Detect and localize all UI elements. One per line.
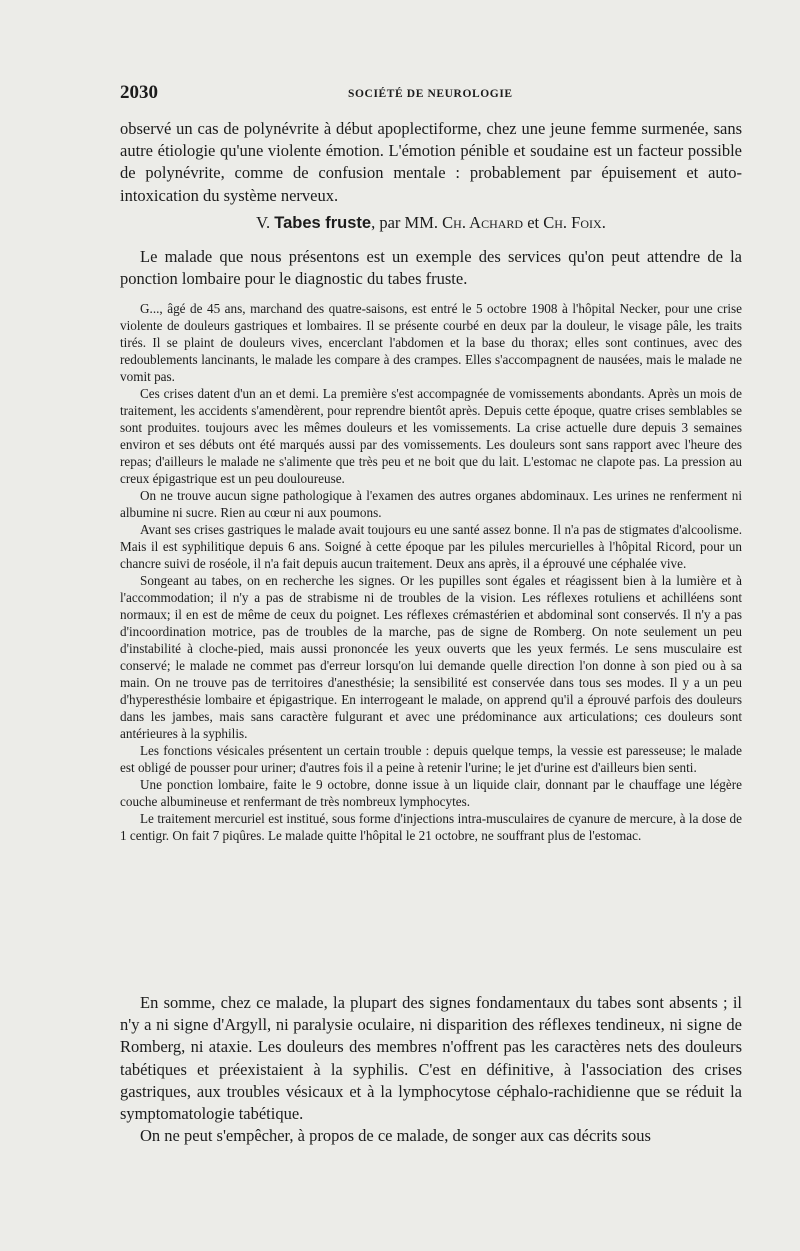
- conclusion-paragraph: En somme, chez ce malade, la plupart des signes fondamentaux du tabes sont absents ; il n'y a ni signe d'Argyll, ni paralysie oculaire, ni disparition des réflexes tendineux, ni signe de Romberg, ni ataxie. Les douleurs des membres n'offrent pas les caractères nets des douleurs tabétiques et préexistaient à la syphilis. C'est en définitive, à l'association des crises gastriques, aux troubles vésicaux et à la lymphocytose céphalo-rachidienne que se réduit la symptomatologie tabétique.: [120, 993, 742, 1124]
- case-report: [120, 300, 742, 844]
- section-number: V.: [256, 213, 271, 232]
- page-number: 2030: [120, 82, 158, 103]
- section-heading: [120, 212, 742, 234]
- case-paragraph: Les fonctions vésicales présentent un certain trouble : depuis quelque temps, la vessie est paresseuse; le malade est obligé de pousser pour uriner; d'autres fois il a peine à retenir l'urine; le jet d'urine est d'ailleurs bien senti.: [120, 743, 742, 775]
- case-paragraph: Songeant au tabes, on en recherche les signes. Or les pupilles sont égales et réagissent bien à la lumière et à l'accommodation; il n'y a pas de strabisme ni de troubles de la vision. Les réflexes rotuliens et achilléens sont normaux; il en est de même de ceux du poignet. Les réflexes crémastérien et abdominal sont conservés. Il n'y a pas d'incoordination motrice, pas de troubles de la marche, pas de signe de Romberg. On note seulement un peu d'instabilité à cloche-pied, mais aussi prononcée les yeux ouverts que les yeux fermés. Le sens musculaire est conservé; le malade ne commet pas d'erreur lorsqu'on lui demande quelle direction l'on donne à son pied ou à sa main. On ne trouve pas de territoires d'anesthésie; la sensibilité est conservée dans tous ses modes. Il y a un peu d'hyperesthésie lombaire et épigastrique. En interrogeant le malade, on apprend qu'il a éprouvé parfois des douleurs dans les jambes, mais sans caractère fulgurant et avec une prédominance aux articulations; ces douleurs sont antérieures à la syphilis.: [120, 573, 742, 741]
- case-paragraph: Ces crises datent d'un an et demi. La première s'est accompagnée de vomissements abondants. Après un mois de traitement, les accidents s'amendèrent, pour reprendre bientôt après. Depuis cette époque, quatre crises semblables se sont produites. toujours avec les mêmes douleurs et les vomissements. La crise actuelle dure depuis 3 semaines environ et ses débuts ont été marqués aussi par des vomissements. Les douleurs sont sans rapport avec l'heure des repas; d'ailleurs le malade ne s'alimente que très peu et ne boit que du lait. L'estomac ne clapote pas. La pression au creux épigastrique est un peu douloureuse.: [120, 386, 742, 486]
- lead-paragraph: Le malade que nous présentons est un exemple des services qu'on peut attendre de la ponction lombaire pour le diagnostic du tabes fruste.: [120, 247, 742, 289]
- case-paragraph: On ne trouve aucun signe pathologique à l'examen des autres organes abdominaux. Les urines ne renferment ni albumine ni sucre. Rien au cœur ni aux poumons.: [120, 488, 742, 520]
- author-2: Ch. Foix.: [543, 213, 606, 232]
- case-paragraph: G..., âgé de 45 ans, marchand des quatre-saisons, est entré le 5 octobre 1908 à l'hôpital Necker, pour une crise violente de douleurs gastriques et lombaires. Il se présente courbé en deux par la douleur, le visage pâle, les traits tirés. Il se plaint de douleurs vives, encerclant l'abdomen et la base du thorax; elles sont continues, avec des redoublements lancinants, le malade les compare à des crampes. Elles s'accompagnent de nausées, mais le malade ne vomit pas.: [120, 301, 742, 384]
- conclusion-block: [120, 992, 742, 1147]
- case-paragraph: Le traitement mercuriel est institué, sous forme d'injections intra-musculaires de cyanure de mercure, à la dose de 1 centigr. On fait 7 piqûres. Le malade quitte l'hôpital le 21 octobre, ne souffrant plus de l'estomac.: [120, 811, 742, 843]
- section-title: Tabes fruste: [274, 214, 372, 232]
- intro-paragraph-block: [120, 118, 742, 207]
- intro-paragraph: observé un cas de polynévrite à début apoplectiforme, chez une jeune femme surmenée, sans autre étiologie qu'une violente émotion. L'émotion pénible et soudaine est un facteur possible de polynévrite, comme de confusion mentale : probablement par épuisement et auto-intoxication du système nerveux.: [120, 119, 742, 205]
- case-paragraph: Une ponction lombaire, faite le 9 octobre, donne issue à un liquide clair, donnant par le chauffage une légère couche albumineuse et renfermant de très nombreux lymphocytes.: [120, 777, 742, 809]
- section-by: , par MM.: [371, 213, 439, 232]
- section-and: et: [527, 213, 540, 232]
- lead-paragraph-block: [120, 246, 742, 290]
- author-1: Ch. Achard: [442, 213, 524, 232]
- conclusion-paragraph: On ne peut s'empêcher, à propos de ce malade, de songer aux cas décrits sous: [140, 1126, 651, 1146]
- case-paragraph: Avant ses crises gastriques le malade avait toujours eu une santé assez bonne. Il n'a pas de stigmates d'alcoolisme. Mais il est syphilitique depuis 6 ans. Soigné à cette époque par les pilules mercurielles à l'hôpital Ricord, pour un chancre suivi de roséole, il n'a fait depuis aucun traitement. Deux ans après, il a éprouvé une céphalée vive.: [120, 522, 742, 571]
- page-header: [120, 82, 740, 110]
- running-title: SOCIÉTÉ DE NEUROLOGIE: [348, 88, 513, 100]
